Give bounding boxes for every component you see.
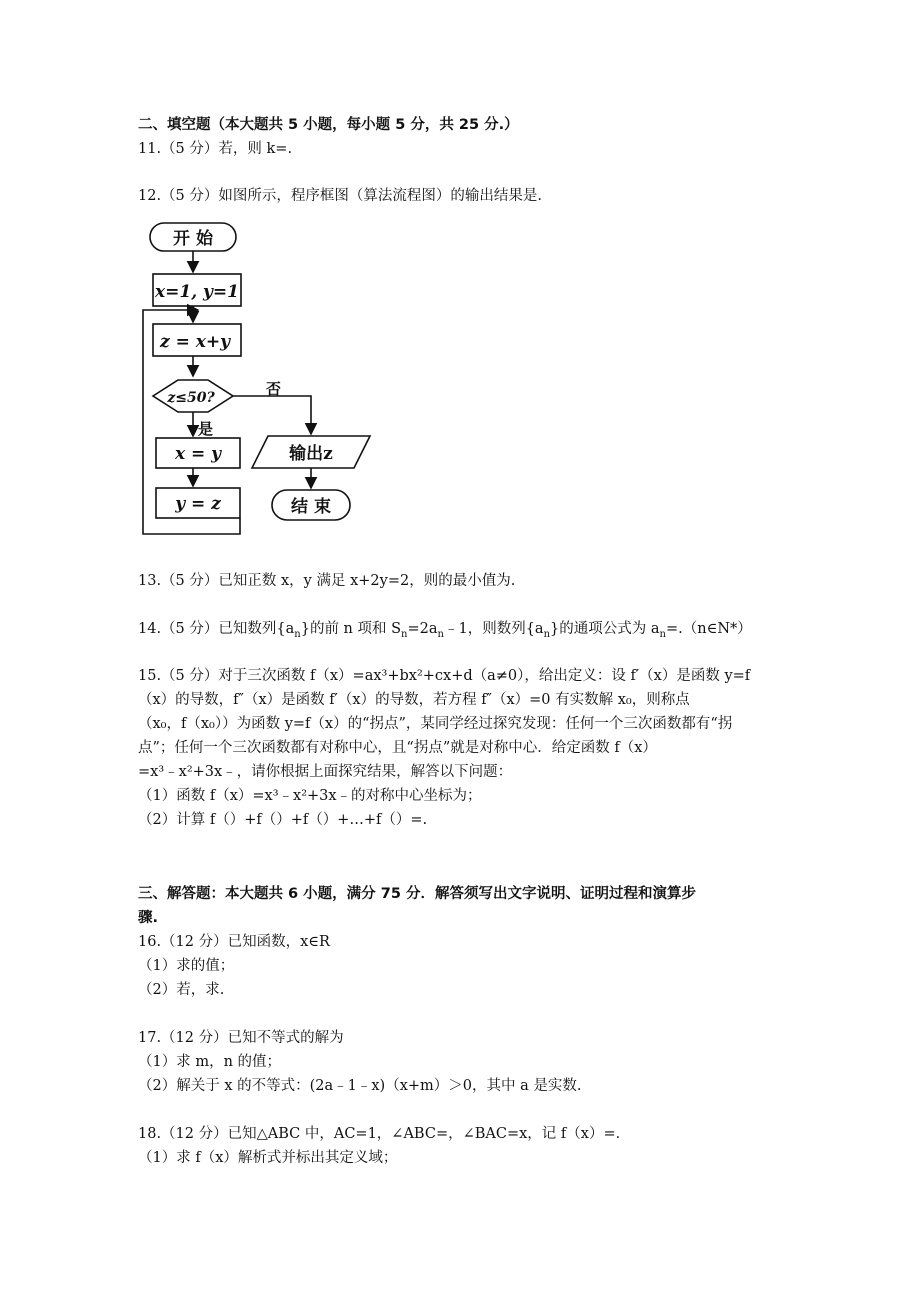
flowchart-diagram <box>138 218 378 538</box>
no-branch-line <box>233 396 311 434</box>
question-15-line-3: （x₀，f（x₀））为函数 y=f（x）的“拐点”，某同学经过探究发现：任何一个三次函数都有“拐 <box>138 716 733 732</box>
q14-sub: n <box>294 628 301 640</box>
question-12: 12.（5 分）如图所示，程序框图（算法流程图）的输出结果是. <box>138 188 543 204</box>
question-16: 16.（12 分）已知函数，x∈R <box>138 934 330 950</box>
q14-text: =.（n∈N*） <box>665 621 752 637</box>
question-17: 17.（12 分）已知不等式的解为 <box>138 1030 344 1046</box>
q14-sub: n <box>543 628 551 640</box>
question-15-line-5: =x³﹣x²+3x﹣，请你根据上面探究结果，解答以下问题： <box>138 764 513 780</box>
output-label: 输出z <box>289 444 333 464</box>
q14-text: =2a <box>407 621 438 637</box>
q14-sub: n <box>401 628 408 640</box>
init-label: x=1, y=1 <box>155 282 239 302</box>
q14-text: ﹣1，则数列{a <box>443 621 544 637</box>
question-15-part-1: （1）函数 f（x）=x³﹣x²+3x﹣的对称中心坐标为； <box>138 788 482 804</box>
q14-text: }的前 n 项和 S <box>300 621 402 637</box>
condition-label: z≤50? <box>167 390 215 406</box>
yes-label: 是 <box>198 420 214 438</box>
question-18-part-1: （1）求 f（x）解析式并标出其定义域； <box>138 1150 398 1166</box>
question-15-line-2: （x）的导数，f″（x）是函数 f′（x）的导数，若方程 f″（x）=0 有实数解 x₀，则称点 <box>138 692 690 708</box>
section-3-heading: 三、解答题：本大题共 6 小题，满分 75 分．解答须写出文字说明、证明过程和演算步 <box>138 886 696 902</box>
question-14 <box>138 619 752 645</box>
question-11: 11.（5 分）若，则 k=. <box>138 141 293 157</box>
question-15-line-4: 点”；任何一个三次函数都有对称中心，且“拐点”就是对称中心．给定函数 f（x） <box>138 740 657 756</box>
no-label: 否 <box>266 380 282 398</box>
question-17-part-2: （2）解关于 x 的不等式：(2a﹣1﹣x)（x+m）＞0，其中 a 是实数. <box>138 1078 582 1094</box>
assign-y-label: y = z <box>175 494 221 514</box>
question-17-part-1: （1）求 m，n 的值； <box>138 1054 282 1070</box>
q14-text: 14.（5 分）已知数列{a <box>138 621 295 637</box>
q14-sub: n <box>659 628 666 640</box>
section-2-heading: 二、填空题（本大题共 5 小题，每小题 5 分，共 25 分.） <box>138 117 519 133</box>
question-16-part-2: （2）若，求. <box>138 982 225 998</box>
start-label: 开 始 <box>173 229 213 249</box>
sum-label: z = x+y <box>160 332 230 352</box>
q14-sub: n <box>437 628 444 640</box>
question-15-part-2: （2）计算 f（）+f（）+f（）+…+f（）=. <box>138 812 428 828</box>
question-13: 13.（5 分）已知正数 x，y 满足 x+2y=2，则的最小值为. <box>138 573 516 589</box>
q14-text: }的通项公式为 a <box>550 621 660 637</box>
question-15-line-1: 15.（5 分）对于三次函数 f（x）=ax³+bx²+cx+d（a≠0），给出定义：设 f′（x）是函数 y=f <box>138 668 751 684</box>
question-16-part-1: （1）求的值； <box>138 958 235 974</box>
assign-x-label: x = y <box>174 444 222 464</box>
end-label: 结 束 <box>291 497 331 517</box>
question-18: 18.（12 分）已知△ABC 中，AC=1，∠ABC=，∠BAC=x，记 f（x）=． <box>138 1126 631 1142</box>
section-3-heading-cont: 骤. <box>138 910 159 926</box>
